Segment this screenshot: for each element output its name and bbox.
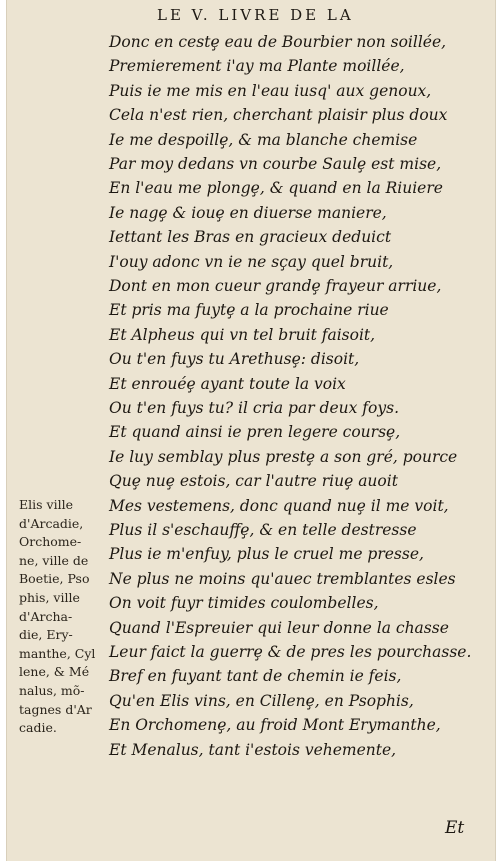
margin-note-line: ne, ville de xyxy=(19,552,89,568)
verse-line: On voit fuyr timides coulombelles, xyxy=(109,594,379,613)
verse-line: Ne plus ne moins qu'auec tremblantes esles xyxy=(109,569,456,588)
verse-line: Et Alpheus qui vn tel bruit faisoit, xyxy=(109,325,376,344)
verse-line: Ie luy semblay plus prestȩ a son gré, pource xyxy=(109,447,458,466)
verse-line: Premierement i'ay ma Plante moillée, xyxy=(109,57,405,76)
margin-note-line: phis, ville xyxy=(19,590,80,605)
verse-line: Puis ie me mis en l'eau iusq' aux genoux, xyxy=(109,81,432,100)
verse-line: Iettant les Bras en gracieux deduict xyxy=(109,228,392,247)
verse-line: Quand l'Espreuier qui leur donne la chasse xyxy=(109,618,449,637)
verse-line: Plus ie m'enfuy, plus le cruel me presse, xyxy=(109,545,424,564)
verse-line: Quȩ nuȩ estois, car l'autre riuȩ auoit xyxy=(109,472,398,491)
margin-note-line: nalus, mõ- xyxy=(19,683,85,698)
verse-line: Et quand ainsi ie pren legere coursȩ, xyxy=(109,423,401,442)
book-page xyxy=(6,0,496,861)
margin-note-line: cadie. xyxy=(19,720,57,736)
verse-line: Plus il s'eschauffȩ, & en telle destresse xyxy=(109,521,417,539)
verse-line: En l'eau me plongȩ, & quand en la Riuiere xyxy=(109,179,443,198)
verse-line: Leur faict la guerrȩ & de pres les pourchasse. xyxy=(109,643,472,661)
verse-line: Cela n'est rien, cherchant plaisir plus doux xyxy=(109,106,448,125)
margin-note-line: tagnes d'Ar xyxy=(19,701,92,717)
verse-line: Ou t'en fuys tu? il cria par deux foys. xyxy=(109,399,400,417)
verse-line: I'ouy adonc vn ie ne sçay quel bruit, xyxy=(109,252,394,271)
margin-note-line: Elis ville xyxy=(19,497,73,512)
verse-line: Dont en mon cueur grandȩ frayeur arriue, xyxy=(109,277,442,295)
margin-note-line: die, Ery- xyxy=(19,627,73,643)
verse-line: Qu'en Elis vins, en Cillenȩ, en Psophis, xyxy=(109,691,414,710)
verse-line: Et enrouéȩ ayant toute la voix xyxy=(109,374,346,393)
verse-line: Ie me despoillȩ, & ma blanche chemise xyxy=(109,130,418,149)
verse-line: Donc en cestȩ eau de Bourbier non soillée, xyxy=(109,33,447,51)
margin-note-line: lene, & Mé xyxy=(19,664,90,680)
verse-line: Ie nagȩ & iouȩ en diuerse maniere, xyxy=(109,203,387,222)
margin-note-line: Orchome- xyxy=(19,534,82,550)
margin-note-line: Boetie, Pso xyxy=(19,571,90,587)
margin-note-line: manthe, Cyl xyxy=(19,645,96,661)
verse-line: Et Menalus, tant i'estois vehemente, xyxy=(109,740,397,759)
running-title: LE V. LIVRE DE LA xyxy=(157,6,354,24)
margin-note-line: d'Arcadie, xyxy=(19,515,84,531)
verse-line: Mes vestemens, donc quand nuȩ il me voit, xyxy=(109,496,449,515)
verse-line: Bref en fuyant tant de chemin ie feis, xyxy=(109,667,402,686)
verse-line: En Orchomenȩ, au froid Mont Erymanthe, xyxy=(109,716,441,735)
verse-line: Par moy dedans vn courbe Saulȩ est mise, xyxy=(109,155,442,173)
catchword: Et xyxy=(445,818,465,838)
margin-note-line: d'Archa- xyxy=(19,608,73,624)
verse-line: Et pris ma fuytȩ a la prochaine riue xyxy=(109,301,389,320)
verse-line: Ou t'en fuys tu Arethusȩ: disoit, xyxy=(109,350,360,369)
